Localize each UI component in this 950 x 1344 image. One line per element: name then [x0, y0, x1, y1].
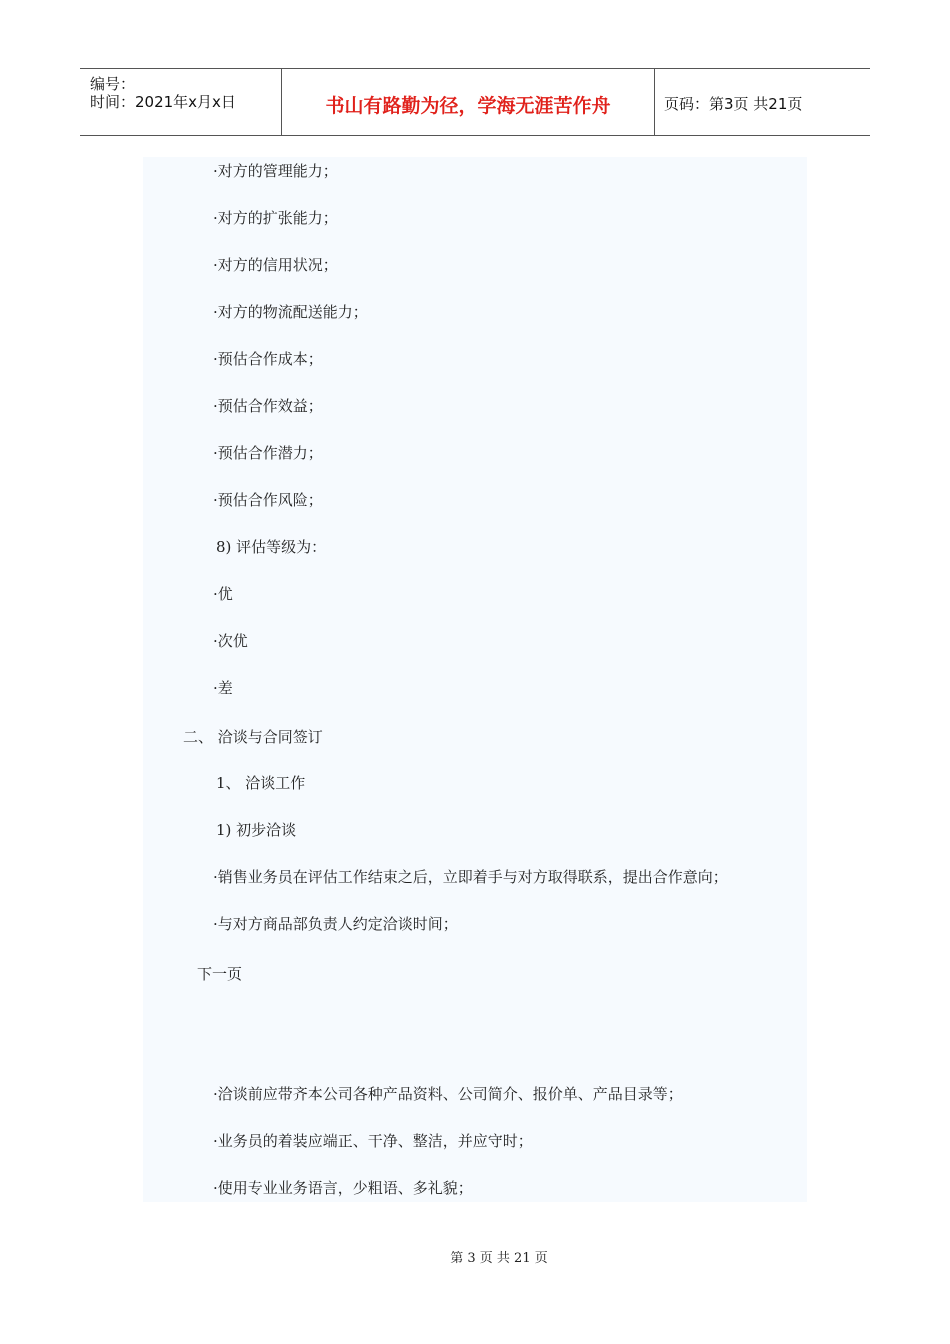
next-page-link[interactable]: 下一页 [197, 965, 243, 983]
list-item: ·预估合作效益； [213, 397, 323, 415]
document-header [80, 68, 870, 136]
list-item: ·优 [213, 585, 233, 603]
header-motto: 书山有路勤为径，学海无涯苦作舟 [325, 95, 611, 117]
header-page-number: 页码：第3页 共21页 [664, 95, 803, 113]
list-item: ·使用专业业务语言，少粗语、多礼貌； [213, 1179, 473, 1197]
list-item: ·预估合作风险； [213, 491, 323, 509]
list-item: ·洽谈前应带齐本公司各种产品资料、公司简介、报价单、产品目录等； [213, 1085, 683, 1103]
document-number-label: 编号： [90, 75, 136, 93]
list-item: ·预估合作潜力； [213, 444, 323, 462]
header-motto-cell [282, 69, 655, 135]
header-page-cell [655, 69, 870, 135]
subsection-heading: 1、 洽谈工作 [216, 774, 306, 792]
list-item: ·销售业务员在评估工作结束之后，立即着手与对方取得联系，提出合作意向； [213, 868, 728, 886]
list-item: ·对方的管理能力； [213, 162, 338, 180]
list-item: ·对方的扩张能力； [213, 209, 338, 227]
header-meta-cell [80, 69, 282, 135]
list-item: ·与对方商品部负责人约定洽谈时间； [213, 915, 458, 933]
list-item: ·预估合作成本； [213, 350, 323, 368]
section-heading: 二、 洽谈与合同签订 [183, 728, 323, 746]
list-item: ·次优 [213, 632, 248, 650]
numbered-item: 1) 初步洽谈 [216, 821, 297, 839]
page-footer: 第 3 页 共 21 页 [450, 1251, 548, 1266]
document-date: 时间：2021年x月x日 [90, 93, 236, 111]
list-item: ·业务员的着装应端正、干净、整洁，并应守时； [213, 1132, 533, 1150]
list-item: ·对方的物流配送能力； [213, 303, 368, 321]
list-item: ·差 [213, 679, 233, 697]
list-item: ·对方的信用状况； [213, 256, 338, 274]
numbered-item: 8) 评估等级为： [216, 538, 327, 556]
